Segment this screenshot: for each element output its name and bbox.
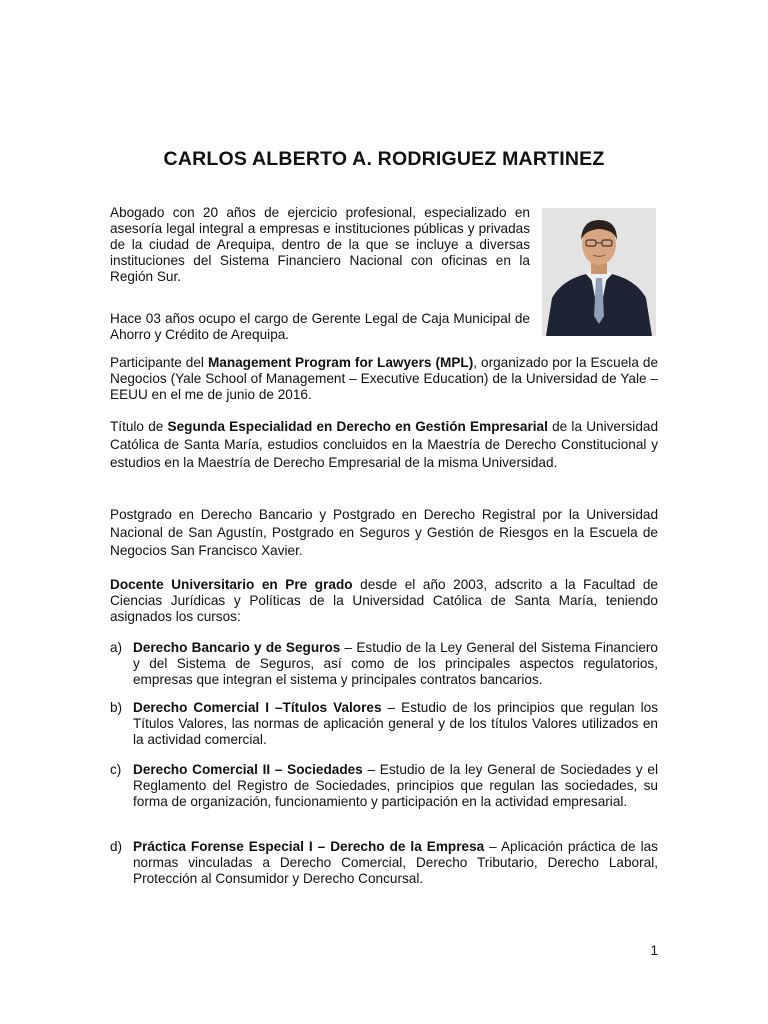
mpl-text-after: , organizado por la Escuela de Negocios (Yale School of Management – Executive Education) de la Universidad de Yale – EEUU en el me de junio de 2016. <box>110 355 659 402</box>
course-item <box>110 839 658 887</box>
course-name: Derecho Comercial II – Sociedades <box>133 762 363 777</box>
teaching-text: desde el año 2003, adscrito a la Facultad de Ciencias Jurídicas y Políticas de la Universidad Católica de Santa María, teniendo asignados los cursos: <box>110 577 658 624</box>
current-role-paragraph: Hace 03 años ocupo el cargo de Gerente Legal de Caja Municipal de Ahorro y Crédito de Arequipa. <box>110 311 530 342</box>
intro-paragraph: Abogado con 20 años de ejercicio profesional, especializado en asesoría legal integral a empresas e instituciones públicas y privadas de la ciudad de Arequipa, dentro de la que se incluye a diversas instituciones del Sistema Financiero Nacional con oficinas en la Región Sur. <box>110 205 530 284</box>
course-item <box>110 762 658 810</box>
postgrad-paragraph: Postgrado en Derecho Bancario y Postgrado en Derecho Registral por la Universidad Nacional de San Agustín, Postgrado en Seguros y Gestión de Riesgos en la Escuela de Negocios San Francisco Xavier. <box>110 507 658 558</box>
mpl-program-name: Management Program for Lawyers (MPL) <box>207 355 474 370</box>
course-letter: c) <box>110 762 122 777</box>
course-letter: a) <box>110 640 123 655</box>
mpl-text-before: Participante del <box>110 355 208 370</box>
specialty-text-before: Título de <box>110 419 168 434</box>
course-letter: d) <box>110 839 123 854</box>
course-letter: b) <box>110 700 123 715</box>
teaching-paragraph <box>110 577 658 625</box>
course-name: Práctica Forense Especial I – Derecho de la Empresa <box>133 839 485 854</box>
course-body <box>133 700 658 748</box>
course-name: Derecho Comercial I –Títulos Valores <box>133 700 382 715</box>
mpl-paragraph <box>110 355 658 403</box>
page-number: 1 <box>650 943 658 958</box>
specialty-paragraph <box>110 418 658 472</box>
course-description: – Estudio de la Ley General del Sistema Financiero y del Sistema de Seguros, así como de los principales aspectos regulatorios, empresas que integran el sistema y principales contratos bancarios. <box>133 640 658 687</box>
course-body <box>133 762 658 810</box>
specialty-degree-name: Segunda Especialidad en Derecho en Gestión Empresarial <box>167 419 548 434</box>
course-name: Derecho Bancario y de Seguros <box>133 640 341 655</box>
course-body <box>133 640 658 688</box>
profile-photo-image <box>542 208 656 336</box>
page-title: CARLOS ALBERTO A. RODRIGUEZ MARTINEZ <box>163 148 605 170</box>
teaching-role: Docente Universitario en Pre grado <box>110 577 353 592</box>
course-item <box>110 640 658 688</box>
course-description: – Estudio de la ley General de Sociedades y el Reglamento del Registro de Sociedades, principios que regulan las sociedades, su forma de organización, funcionamiento y participación en la actividad empresarial. <box>133 762 658 809</box>
course-description: – Aplicación práctica de las normas vinculadas a Derecho Comercial, Derecho Tributario, Derecho Laboral, Protección al Consumidor y Derecho Concursal. <box>133 839 658 886</box>
course-description: – Estudio de los principios que regulan los Títulos Valores, las normas de aplicación general y de los títulos Valores utilizados en la actividad comercial. <box>133 700 658 747</box>
specialty-text-after: de la Universidad Católica de Santa María, estudios concluidos en la Maestría de Derecho Constitucional y estudios en la Maestría de Derecho Empresarial de la misma Universidad. <box>110 419 659 470</box>
profile-photo <box>542 208 656 336</box>
course-body <box>133 839 658 887</box>
course-item <box>110 700 658 748</box>
